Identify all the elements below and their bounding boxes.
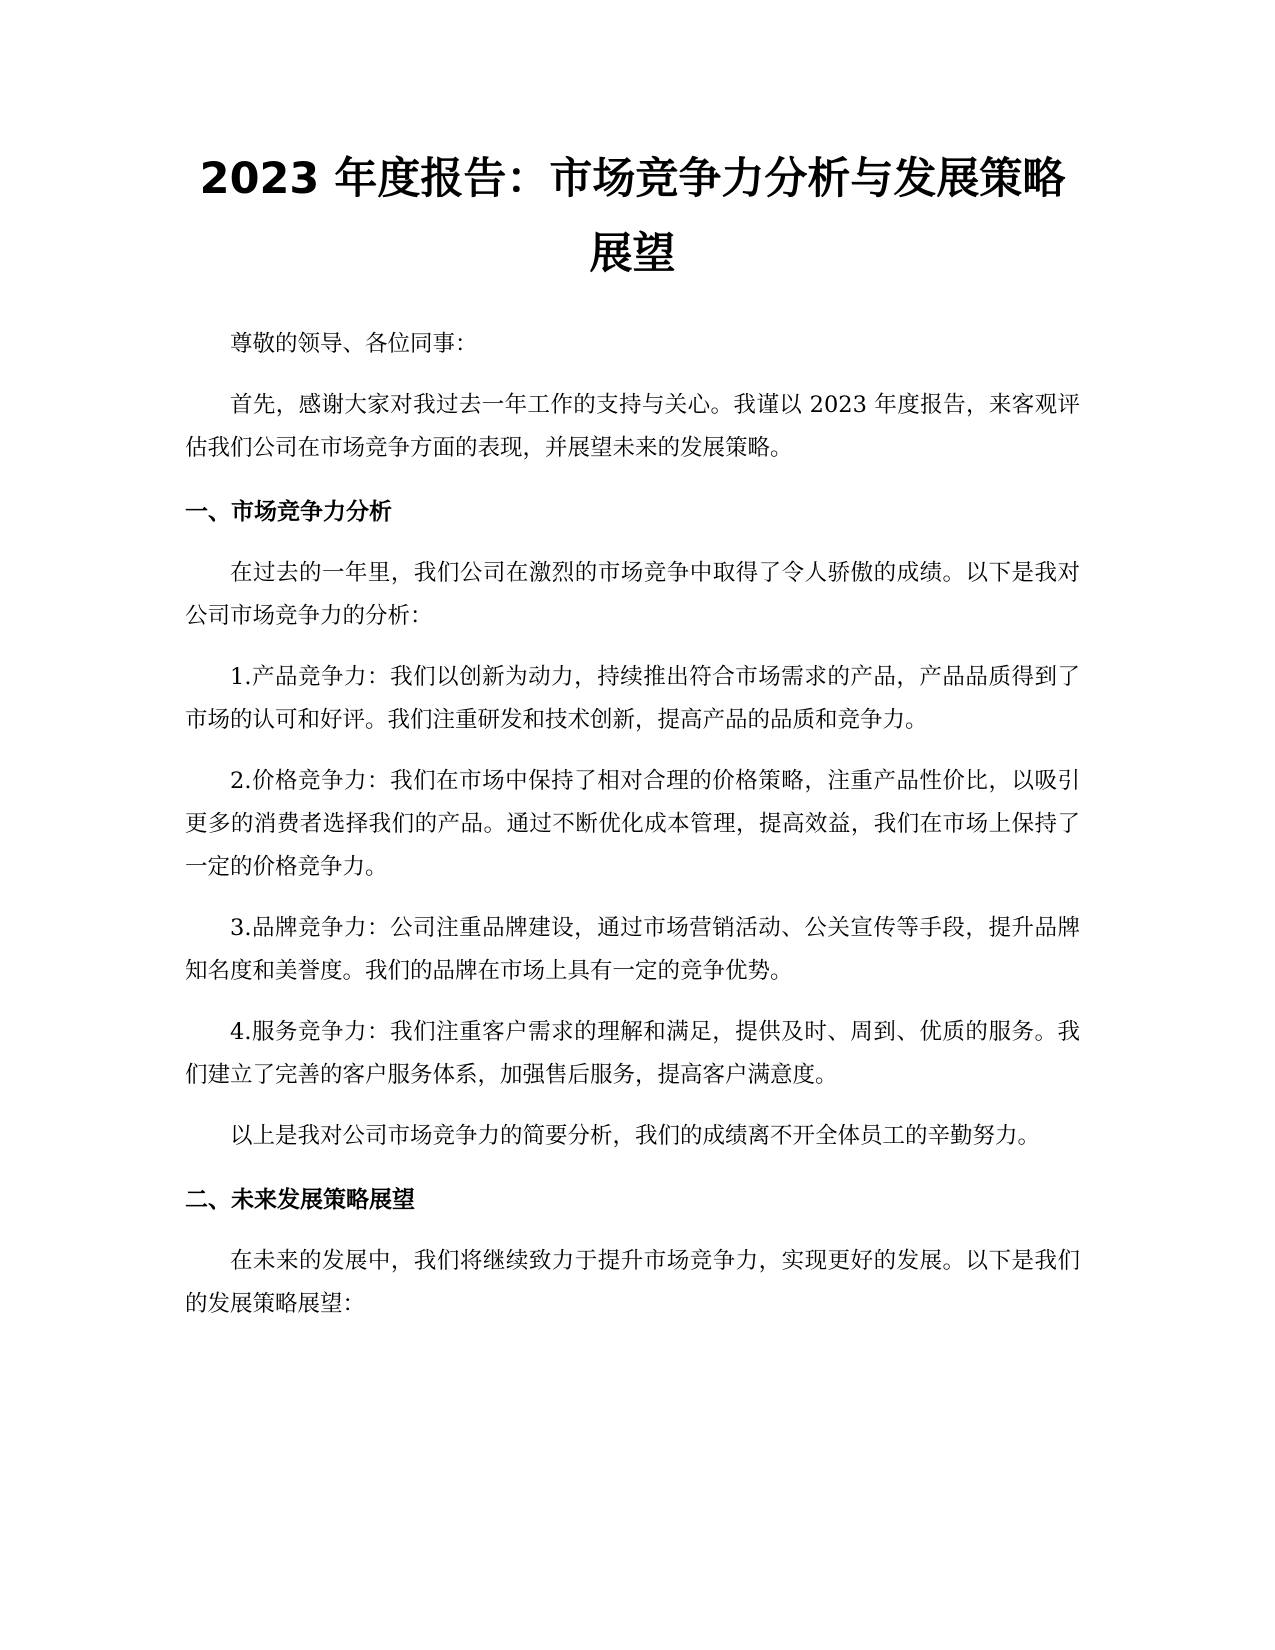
document-title: 2023 年度报告：市场竞争力分析与发展策略展望	[199, 154, 1066, 279]
section2-intro-paragraph: 在未来的发展中，我们将继续致力于提升市场竞争力，实现更好的发展。以下是我们的发展策略展望：	[185, 1248, 1080, 1317]
service-competitiveness-paragraph: 4.服务竞争力：我们注重客户需求的理解和满足，提供及时、周到、优质的服务。我们建立了完善的客户服务体系，加强售后服务，提高客户满意度。	[185, 1019, 1080, 1088]
document-body	[185, 142, 1080, 1326]
price-competitiveness-paragraph: 2.价格竞争力：我们在市场中保持了相对合理的价格策略，注重产品性价比，以吸引更多的消费者选择我们的产品。通过不断优化成本管理，提高效益，我们在市场上保持了一定的价格竞争力。	[185, 768, 1080, 880]
section1-summary-paragraph: 以上是我对公司市场竞争力的简要分析，我们的成绩离不开全体员工的辛勤努力。	[230, 1123, 1041, 1149]
salutation: 尊敬的领导、各位同事：	[230, 331, 478, 357]
intro-paragraph: 首先，感谢大家对我过去一年工作的支持与关心。我谨以 2023 年度报告，来客观评估我们公司在市场竞争方面的表现，并展望未来的发展策略。	[185, 392, 1080, 461]
product-competitiveness-paragraph: 1.产品竞争力：我们以创新为动力，持续推出符合市场需求的产品，产品品质得到了市场的认可和好评。我们注重研发和技术创新，提高产品的品质和竞争力。	[185, 664, 1080, 733]
section-heading-future-strategy: 二、未来发展策略展望	[185, 1187, 415, 1213]
brand-competitiveness-paragraph: 3.品牌竞争力：公司注重品牌建设，通过市场营销活动、公关宣传等手段，提升品牌知名度和美誉度。我们的品牌在市场上具有一定的竞争优势。	[185, 915, 1080, 984]
section1-intro-paragraph: 在过去的一年里，我们公司在激烈的市场竞争中取得了令人骄傲的成绩。以下是我对公司市场竞争力的分析：	[185, 560, 1080, 629]
section-heading-market-analysis: 一、市场竞争力分析	[185, 499, 392, 525]
